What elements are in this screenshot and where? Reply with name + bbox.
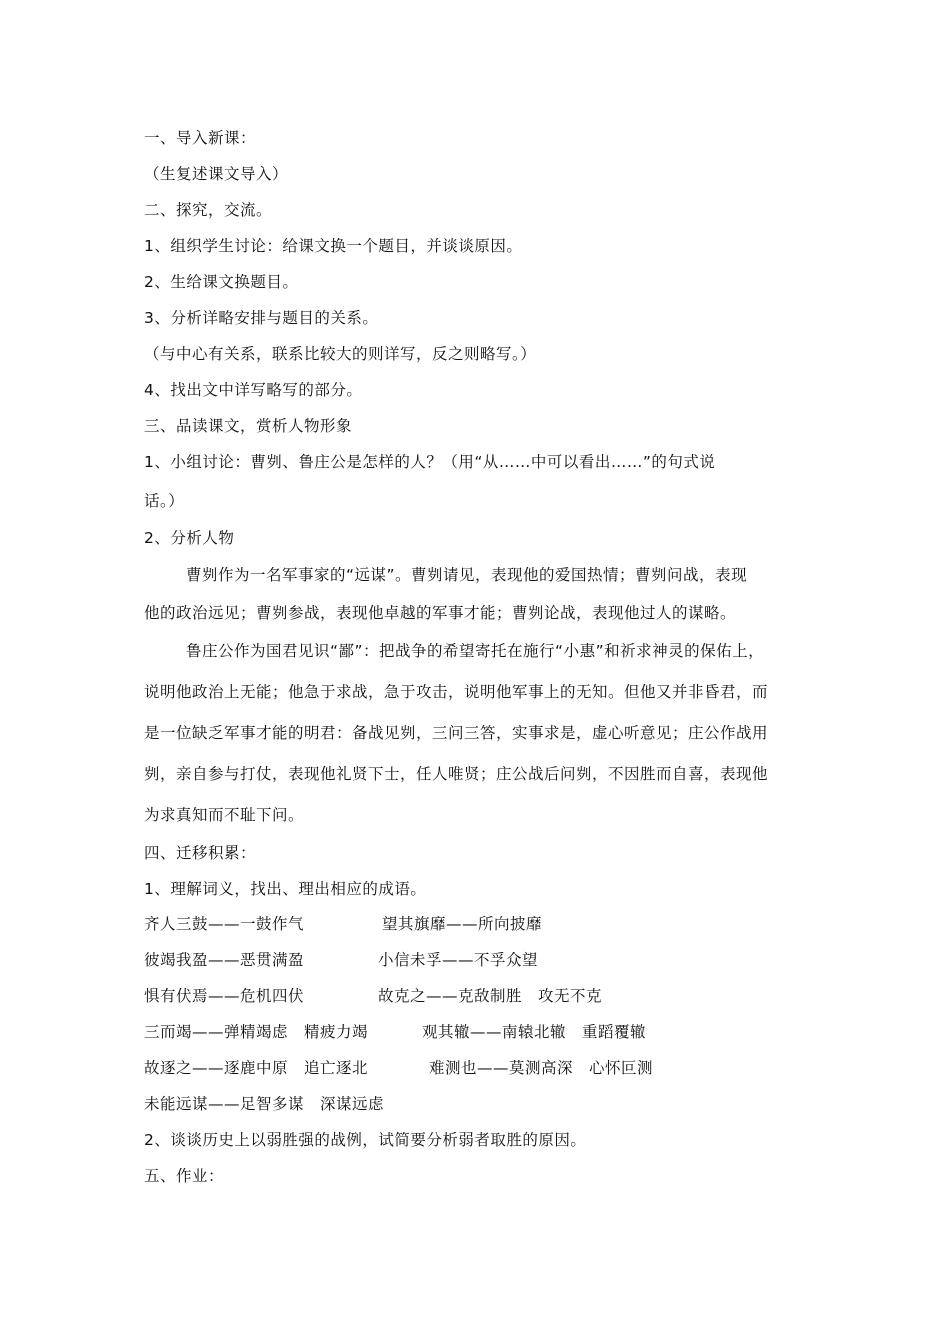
zhuanggong-paragraph-line-2: 说明他政治上无能；他急于求战，急于攻击，说明他军事上的无知。但他又并非昏君，而 bbox=[144, 683, 769, 701]
idiom-left: 三而竭——弹精竭虑 精疲力竭 bbox=[144, 1023, 369, 1041]
section-3-item-2: 2、分析人物 bbox=[144, 529, 235, 547]
section-4-item-2: 2、谈谈历史上以弱胜强的战例，试简要分析弱者取胜的原因。 bbox=[144, 1131, 587, 1149]
section-1-title: 一、导入新课： bbox=[144, 129, 257, 147]
section-3-item-1-line-2: 话。） bbox=[144, 492, 185, 510]
section-3-item-1-line-1: 1、小组讨论：曹刿、鲁庄公是怎样的人？（用“从……中可以看出……”的句式说 bbox=[144, 453, 716, 471]
zhuanggong-paragraph-line-4: 刿，亲自参与打仗，表现他礼贤下士，任人唯贤；庄公战后问刿，不因胜而自喜，表现他 bbox=[144, 765, 769, 783]
section-5-title: 五、作业： bbox=[144, 1167, 225, 1185]
idiom-row bbox=[144, 1094, 384, 1114]
idiom-row bbox=[144, 1058, 654, 1078]
idiom-right: 观其辙——南辕北辙 重蹈覆辙 bbox=[422, 1023, 647, 1041]
idiom-left: 未能远谋——足智多谋 深谋远虑 bbox=[144, 1095, 385, 1113]
section-2-item-3-note: （与中心有关系，联系比较大的则详写，反之则略写。） bbox=[144, 345, 537, 363]
idiom-row bbox=[144, 950, 539, 970]
idiom-row bbox=[144, 986, 603, 1006]
section-2-title: 二、探究，交流。 bbox=[144, 201, 273, 219]
caogui-paragraph-line-2: 他的政治远见；曹刿参战，表现他卓越的军事才能；曹刿论战，表现他过人的谋略。 bbox=[144, 604, 737, 622]
section-2-item-4: 4、找出文中详写略写的部分。 bbox=[144, 381, 363, 399]
caogui-paragraph-line-1: 曹刿作为一名军事家的“远谋”。曹刿请见，表现他的爱国热情；曹刿问战，表现 bbox=[186, 566, 748, 584]
section-2-item-2: 2、生给课文换题目。 bbox=[144, 273, 299, 291]
idiom-right: 难测也——莫测高深 心怀叵测 bbox=[429, 1059, 654, 1077]
zhuanggong-paragraph-line-5: 为求真知而不耻下问。 bbox=[144, 806, 305, 824]
idiom-right: 小信未孚——不孚众望 bbox=[378, 951, 539, 969]
section-2-item-1: 1、组织学生讨论：给课文换一个题目，并谈谈原因。 bbox=[144, 237, 523, 255]
idiom-left: 齐人三鼓——一鼓作气 bbox=[144, 915, 305, 933]
section-4-title: 四、迁移积累： bbox=[144, 844, 257, 862]
idiom-row bbox=[144, 914, 543, 934]
idiom-left: 彼竭我盈——恶贯满盈 bbox=[144, 951, 305, 969]
idiom-row bbox=[144, 1022, 647, 1042]
idiom-left: 故逐之——逐鹿中原 追亡逐北 bbox=[144, 1059, 369, 1077]
idiom-right: 望其旗靡——所向披靡 bbox=[382, 915, 543, 933]
section-3-title: 三、品读课文，赏析人物形象 bbox=[144, 417, 353, 435]
zhuanggong-paragraph-line-3: 是一位缺乏军事才能的明君：备战见刿，三问三答，实事求是，虚心听意见；庄公作战用 bbox=[144, 724, 769, 742]
idiom-right: 故克之——克敌制胜 攻无不克 bbox=[378, 987, 603, 1005]
idiom-left: 惧有伏焉——危机四伏 bbox=[144, 987, 305, 1005]
section-2-item-3: 3、分析详略安排与题目的关系。 bbox=[144, 309, 379, 327]
section-1-note: （生复述课文导入） bbox=[144, 165, 289, 183]
section-4-item-1: 1、理解词义，找出、理出相应的成语。 bbox=[144, 880, 427, 898]
zhuanggong-paragraph-line-1: 鲁庄公作为国君见识“鄙”：把战争的希望寄托在施行“小惠”和祈求神灵的保佑上， bbox=[186, 642, 765, 660]
